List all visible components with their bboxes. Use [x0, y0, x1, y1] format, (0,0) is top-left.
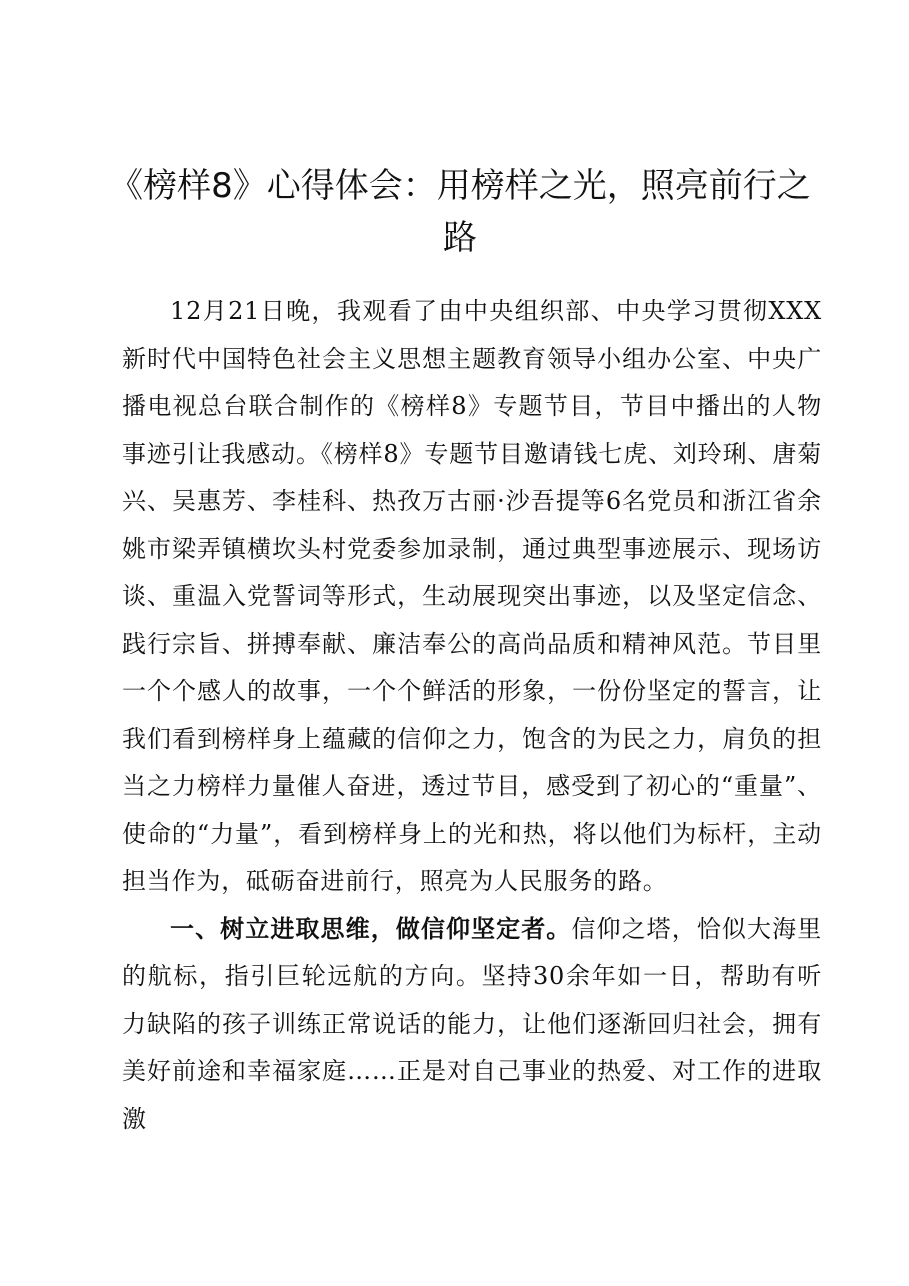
paragraph-intro — [122, 288, 822, 906]
document-body — [122, 288, 822, 1143]
document-title: 《榜样8》心得体会：用榜样之光，照亮前行之路 — [109, 166, 811, 258]
paragraph-intro-text: 12月21日晚，我观看了由中央组织部、中央学习贯彻XXX新时代中国特色社会主义思想主题教育领导小组办公室、中央广播电视总台联合制作的《榜样8》专题节目，节目中播出的人物事迹引让我感动。《榜样8》专题节目邀请钱七虎、刘玲琍、唐菊兴、吴惠芳、李桂科、热孜万古丽·沙吾提等6名党员和浙江省余姚市梁弄镇横坎头村党委参加录制，通过典型事迹展示、现场访谈、重温入党誓词等形式，生动展现突出事迹，以及坚定信念、践行宗旨、拼搏奉献、廉洁奉公的高尚品质和精神风范。节目里一个个感人的故事，一个个鲜活的形象，一份份坚定的誓言，让我们看到榜样身上蕴藏的信仰之力，饱含的为民之力，肩负的担当之力榜样力量催人奋进，透过节目，感受到了初心的“重量”、使命的“力量”，看到榜样身上的光和热，将以他们为标杆，主动担当作为，砥砺奋进前行，照亮为人民服务的路。 — [122, 297, 822, 895]
paragraph-section-one — [122, 906, 822, 1144]
section-one-text: 信仰之塔，恰似大海里的航标，指引巨轮远航的方向。坚持30余年如一日，帮助有听力缺陷的孩子训练正常说话的能力，让他们逐渐回归社会，拥有美好前途和幸福家庭……正是对自己事业的热爱、对工作的进取激 — [122, 914, 822, 1133]
section-one-heading: 一、树立进取思维，做信仰坚定者。 — [170, 914, 572, 943]
